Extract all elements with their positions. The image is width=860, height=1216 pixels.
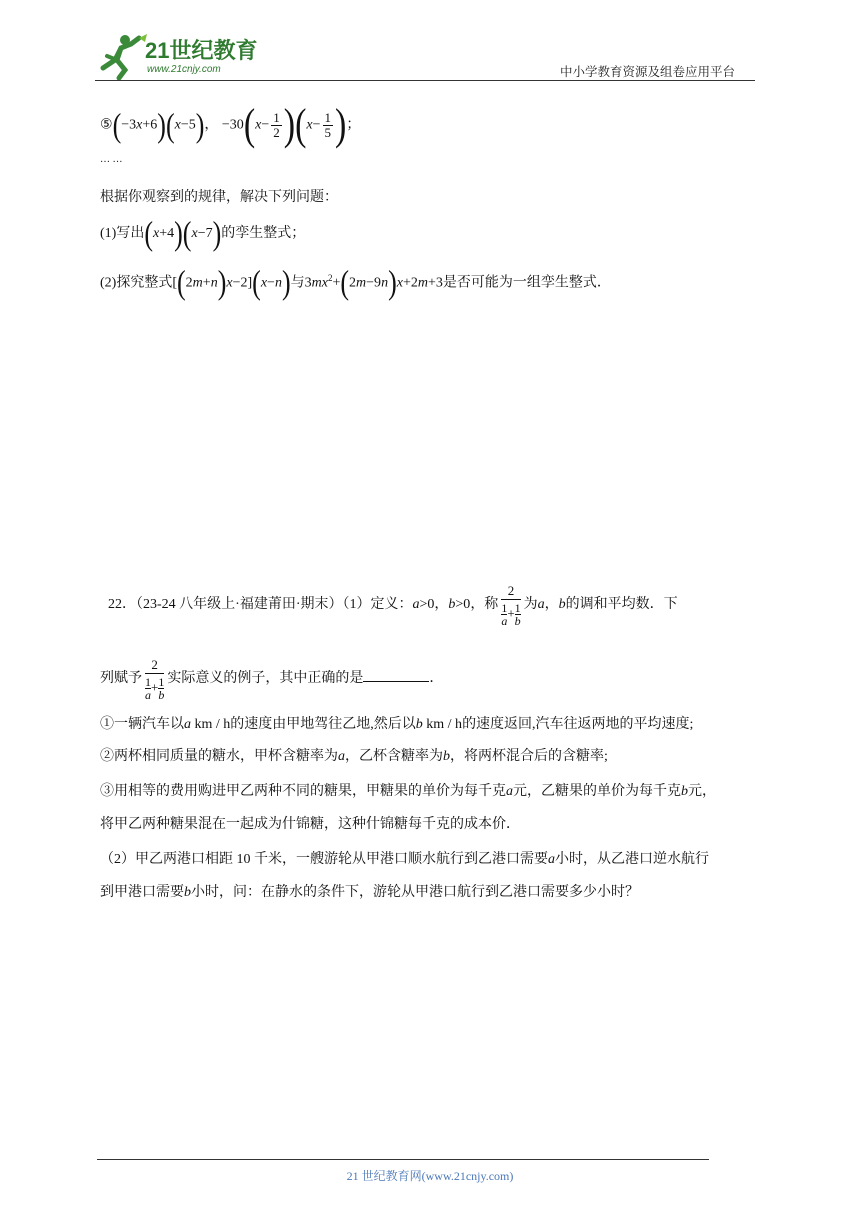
q1-suffix: 的孪生整式；	[221, 226, 306, 242]
option-3-cont: 将甲乙两种糖果混在一起成为什锦糖，这种什锦糖每千克的成本价．	[100, 817, 520, 832]
opt3-b: 元，乙糖果的单价为每千克	[513, 784, 681, 799]
part2-d: 小时，问：在静水的条件下，游轮从甲港口航行到乙港口需要多少小时？	[191, 885, 639, 900]
answer-blank[interactable]	[363, 669, 429, 682]
q22-text-b: ，称	[470, 597, 499, 613]
question-22-line2: 列赋予 2 $\frac{1}{a}$ + $\frac{1}{b}$ 实际意义的例子，其中正确的是 ．	[100, 657, 444, 702]
q22-definition-label: （1）定义：	[342, 597, 413, 613]
q22-text-d: 的调和平均数．下	[565, 597, 678, 613]
q22-line2-b: 实际意义的例子，其中正确的是	[167, 671, 364, 687]
q2-suffix: 是否可能为一组孪生整式．	[442, 275, 611, 291]
q2-prefix: (2)探究整式	[100, 275, 173, 291]
part2-a: （2）甲乙两港口相距 10 千米，一艘游轮从甲港口顺水航行到乙港口需要	[100, 852, 548, 867]
opt1-b: 的速度由甲地驾往乙地,然后以	[230, 717, 416, 732]
ellipsis: … …	[100, 154, 123, 165]
q22-line2-c: ．	[429, 671, 444, 687]
opt2-b: ，乙杯含糖率为	[345, 749, 443, 764]
q22-text-c: 为	[523, 597, 538, 613]
q2-mid: 与	[290, 275, 305, 291]
part-2-line2: 到甲港口需要b小时，问：在静水的条件下，游轮从甲港口航行到乙港口需要多少小时？	[100, 885, 639, 900]
part2-c: 到甲港口需要	[100, 885, 184, 900]
q1-prefix: (1)写出	[100, 226, 145, 242]
item-5-marker: ⑤	[100, 117, 113, 133]
part2-b: 小时，从乙港口逆水航行	[555, 852, 709, 867]
item-5-line: ⑤(−3x+6)(x−5)， −30(x− $\frac{1}{2}$ )(x− $\frac{1}{5}$ )；	[100, 100, 361, 149]
q22-line2-a: 列赋予	[100, 671, 142, 687]
question-1: (1)写出(x+4)(x−7)的孪生整式；	[100, 214, 306, 253]
opt3-c: 元，	[688, 784, 716, 799]
opt3-a: ③用相等的费用购进甲乙两种不同的糖果，甲糖果的单价为每千克	[100, 784, 506, 799]
logo-url: www.21cnjy.com	[147, 64, 221, 75]
rule-intro: 根据你观察到的规律，解决下列问题：	[100, 190, 338, 205]
q22-source: （23-24 八年级上·福建莆田·期末）	[136, 597, 343, 613]
logo-text: 21世纪教育	[145, 38, 258, 63]
question-22-line1: 22．（23-24 八年级上·福建莆田·期末）（1）定义：a>0，b>0，称 2 $\frac{1}{a}$ + $\frac{1}{b}$ 为a，b的调和平均数．下	[108, 583, 678, 628]
header-platform-text: 中小学教育资源及组卷应用平台	[560, 65, 736, 79]
q22-number: 22．	[108, 597, 136, 613]
opt2-c: ，将两杯混合后的含糖率;	[450, 749, 608, 764]
part-2-line1: （2）甲乙两港口相距 10 千米，一艘游轮从甲港口顺水航行到乙港口需要a小时，从乙港口逆水航行	[100, 852, 709, 867]
header-divider	[95, 80, 755, 81]
opt1-c: 的速度返回,汽车往返两地的平均速度;	[462, 717, 694, 732]
option-1: ①一辆汽车以a km / h的速度由甲地驾往乙地,然后以b km / h的速度返回,汽车往返两地的平均速度;	[100, 717, 694, 732]
option-3: ③用相等的费用购进甲乙两种不同的糖果，甲糖果的单价为每千克a元，乙糖果的单价为每千克b元，	[100, 784, 716, 799]
footer-divider	[97, 1159, 709, 1160]
site-logo	[95, 30, 260, 80]
opt2-a: ②两杯相同质量的糖水，甲杯含糖率为	[100, 749, 338, 764]
footer-link[interactable]: 21 世纪教育网(www.21cnjy.com)	[346, 1169, 514, 1183]
question-2: (2)探究整式[(2m+n)x−2](x−n)与$3mx^2+(2m-9n)x+2m+3$是否可能为一组孪生整式．	[100, 263, 611, 302]
opt1-a: ①一辆汽车以	[100, 717, 184, 732]
option-2: ②两杯相同质量的糖水，甲杯含糖率为a，乙杯含糖率为b，将两杯混合后的含糖率;	[100, 749, 608, 764]
